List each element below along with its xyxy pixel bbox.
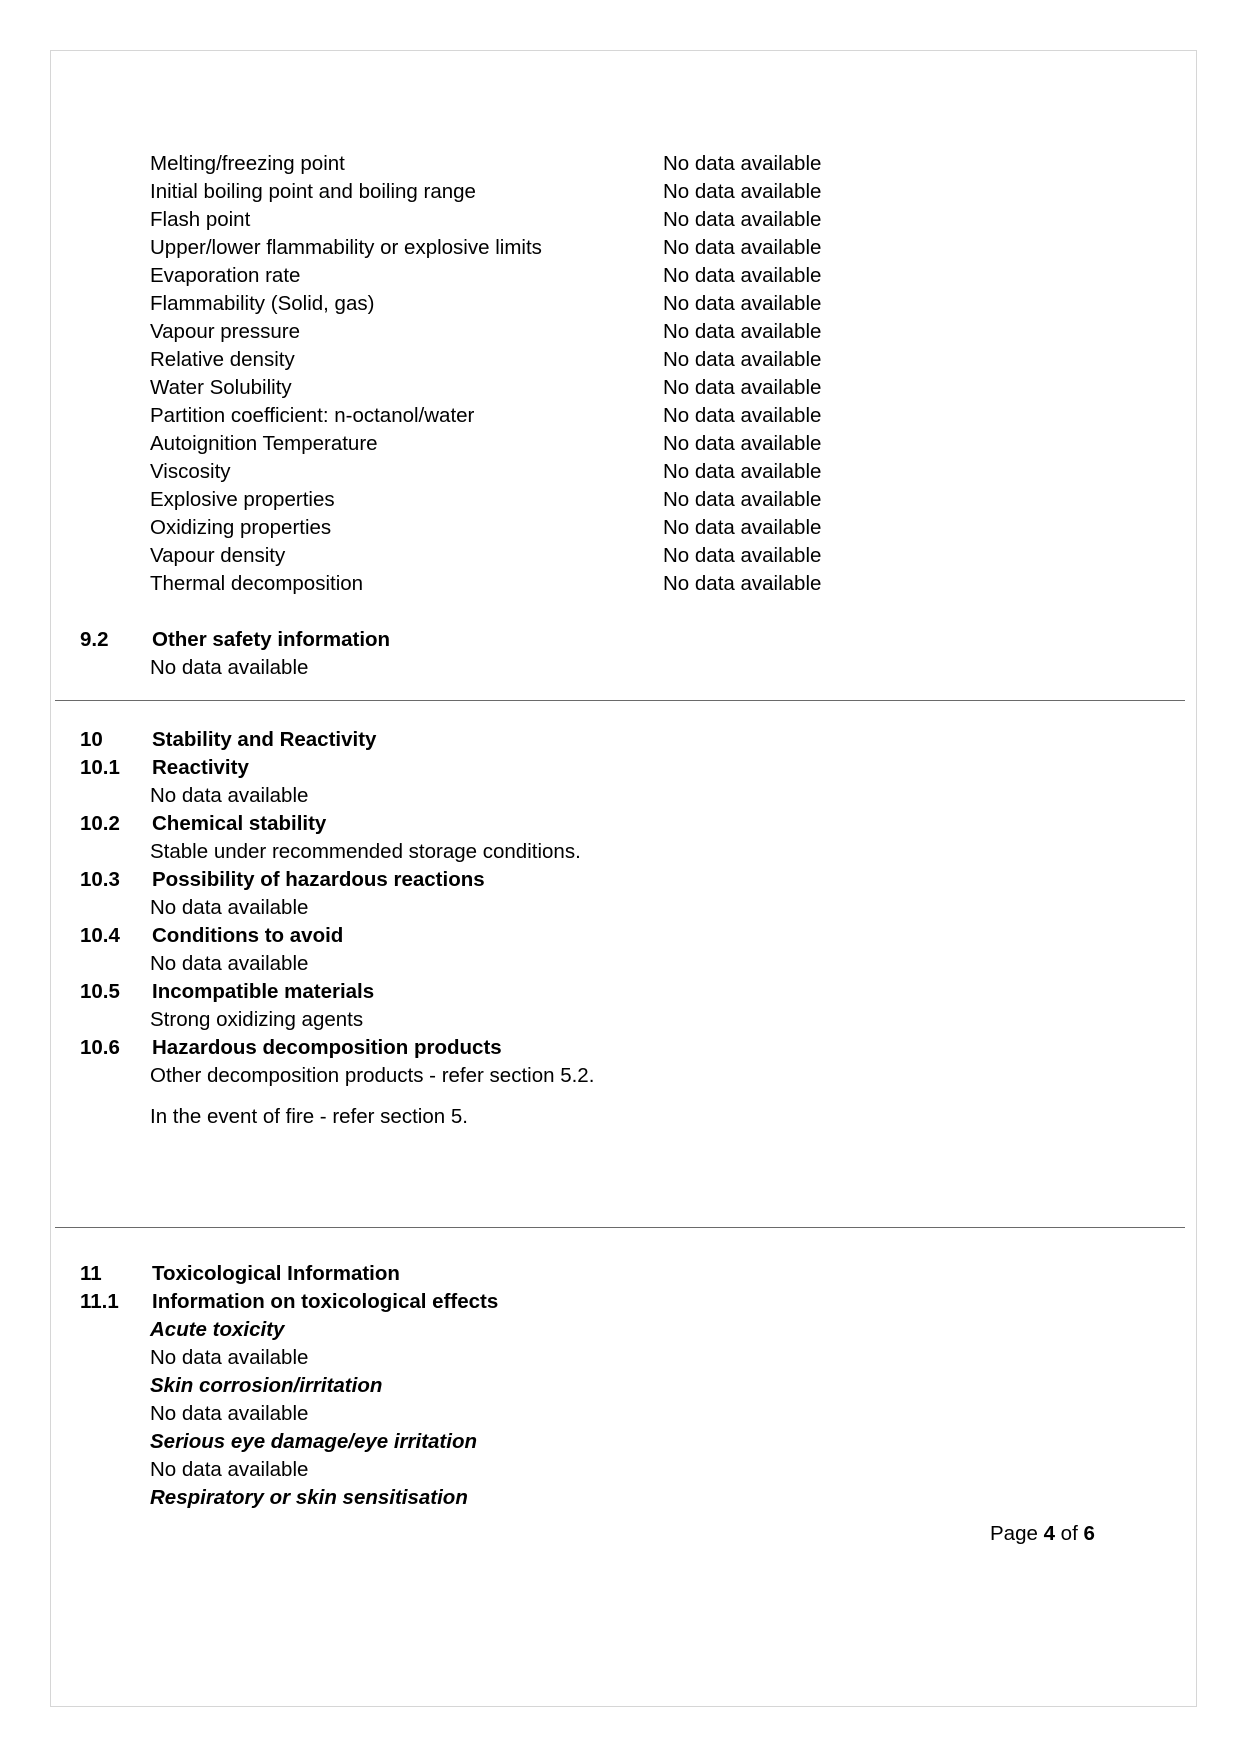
property-value: No data available bbox=[663, 348, 822, 371]
subsection-text: No data available bbox=[150, 784, 309, 807]
subsection-number: 10.3 bbox=[80, 868, 120, 891]
property-value: No data available bbox=[663, 236, 822, 259]
property-value: No data available bbox=[663, 320, 822, 343]
property-value: No data available bbox=[663, 432, 822, 455]
subsection-text: Strong oxidizing agents bbox=[150, 1008, 364, 1031]
section-note: In the event of fire - refer section 5. bbox=[150, 1105, 468, 1128]
subsection-heading: Information on toxicological effects bbox=[152, 1290, 499, 1313]
property-value: No data available bbox=[663, 460, 822, 483]
page-number bbox=[990, 1520, 1095, 1548]
subsection-heading: Conditions to avoid bbox=[152, 924, 344, 947]
subsection-number: 10.6 bbox=[80, 1036, 120, 1059]
property-label: Upper/lower flammability or explosive limits bbox=[150, 236, 542, 259]
property-label: Explosive properties bbox=[150, 488, 335, 511]
subsection-text: No data available bbox=[150, 896, 309, 919]
section-heading: Other safety information bbox=[152, 628, 391, 651]
tox-entry-heading: Skin corrosion/irritation bbox=[150, 1374, 383, 1397]
property-value: No data available bbox=[663, 488, 822, 511]
property-value: No data available bbox=[663, 152, 822, 175]
property-label: Oxidizing properties bbox=[150, 516, 332, 539]
property-value: No data available bbox=[663, 516, 822, 539]
section-number: 11 bbox=[80, 1262, 102, 1285]
property-value: No data available bbox=[663, 572, 822, 595]
tox-entry-text: No data available bbox=[150, 1458, 309, 1481]
subsection-heading: Incompatible materials bbox=[152, 980, 375, 1003]
tox-entry-heading: Respiratory or skin sensitisation bbox=[150, 1486, 468, 1509]
section-heading: Stability and Reactivity bbox=[152, 728, 377, 751]
section-number: 10 bbox=[80, 728, 103, 751]
total-pages: 6 bbox=[1083, 1522, 1095, 1545]
property-label: Thermal decomposition bbox=[150, 572, 364, 595]
subsection-heading: Reactivity bbox=[152, 756, 249, 779]
tox-entry-text: No data available bbox=[150, 1346, 309, 1369]
property-label: Viscosity bbox=[150, 460, 231, 483]
subsection-heading: Chemical stability bbox=[152, 812, 327, 835]
subsection-text: Stable under recommended storage conditions. bbox=[150, 840, 581, 863]
property-value: No data available bbox=[663, 376, 822, 399]
subsection-number: 11.1 bbox=[80, 1290, 119, 1313]
tox-entry-heading: Serious eye damage/eye irritation bbox=[150, 1430, 477, 1453]
property-value: No data available bbox=[663, 180, 822, 203]
property-label: Autoignition Temperature bbox=[150, 432, 378, 455]
section-divider bbox=[55, 1227, 1185, 1228]
subsection-number: 10.4 bbox=[80, 924, 120, 947]
section-divider bbox=[55, 700, 1185, 701]
property-value: No data available bbox=[663, 292, 822, 315]
property-label: Flammability (Solid, gas) bbox=[150, 292, 375, 315]
property-value: No data available bbox=[663, 208, 822, 231]
subsection-text: No data available bbox=[150, 952, 309, 975]
section-heading: Toxicological Information bbox=[152, 1262, 400, 1285]
page-prefix: Page bbox=[990, 1522, 1044, 1545]
page-of: of bbox=[1054, 1522, 1084, 1545]
property-label: Partition coefficient: n-octanol/water bbox=[150, 404, 475, 427]
property-label: Vapour pressure bbox=[150, 320, 301, 343]
subsection-heading: Hazardous decomposition products bbox=[152, 1036, 502, 1059]
property-label: Melting/freezing point bbox=[150, 152, 345, 175]
tox-entry-heading: Acute toxicity bbox=[150, 1318, 285, 1341]
subsection-number: 10.5 bbox=[80, 980, 120, 1003]
subsection-number: 10.2 bbox=[80, 812, 120, 835]
property-label: Relative density bbox=[150, 348, 295, 371]
section-text: No data available bbox=[150, 656, 309, 679]
property-label: Vapour density bbox=[150, 544, 286, 567]
subsection-text: Other decomposition products - refer section 5.2. bbox=[150, 1064, 595, 1087]
property-value: No data available bbox=[663, 404, 822, 427]
section-number: 9.2 bbox=[80, 628, 109, 651]
property-value: No data available bbox=[663, 264, 822, 287]
property-value: No data available bbox=[663, 544, 822, 567]
subsection-heading: Possibility of hazardous reactions bbox=[152, 868, 485, 891]
property-label: Water Solubility bbox=[150, 376, 292, 399]
tox-entry-text: No data available bbox=[150, 1402, 309, 1425]
subsection-number: 10.1 bbox=[80, 756, 120, 779]
property-label: Evaporation rate bbox=[150, 264, 301, 287]
property-label: Flash point bbox=[150, 208, 251, 231]
property-label: Initial boiling point and boiling range bbox=[150, 180, 476, 203]
current-page: 4 bbox=[1043, 1522, 1055, 1545]
